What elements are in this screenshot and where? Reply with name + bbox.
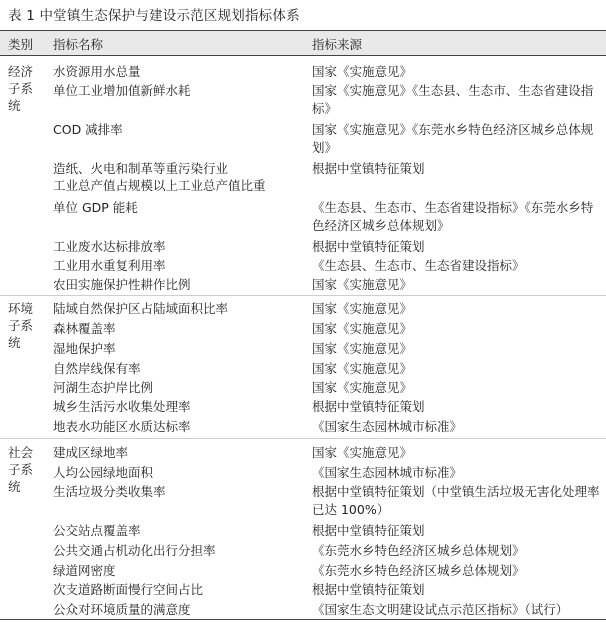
indicator-source: 国家《实施意见》 [312, 301, 413, 316]
indicator-source: 国家《实施意见》 [312, 361, 413, 376]
indicator-name: 工业废水达标排放率 [53, 239, 166, 254]
category-label: 社会 子系 统 [8, 445, 34, 494]
indicator-name: 森林覆盖率 [53, 321, 116, 336]
indicator-name: 工业用水重复利用率 [53, 258, 166, 273]
header-name: 指标名称 [53, 37, 104, 52]
indicator-source: 根据中堂镇特征策划 [312, 523, 425, 538]
indicator-source: 《国家生态园林城市标准》 [312, 465, 463, 480]
indicator-name: 次支道路断面慢行空间占比 [53, 582, 204, 597]
table-caption: 表 1 中堂镇生态保护与建设示范区规划指标体系 [8, 8, 300, 24]
indicator-name: 水资源用水总量 [53, 64, 141, 79]
indicator-source: 根据中堂镇特征策划 [312, 582, 425, 597]
indicator-name: 单位工业增加值新鲜水耗 [53, 83, 191, 98]
indicator-name: 生活垃圾分类收集率 [53, 484, 166, 499]
header-category: 类别 [8, 37, 34, 52]
indicator-name: 城乡生活污水收集处理率 [53, 399, 191, 414]
indicator-name: 河湖生态护岸比例 [53, 380, 154, 395]
indicator-name: 人均公园绿地面积 [53, 465, 154, 480]
indicator-source: 《东莞水乡特色经济区城乡总体规划》 [312, 543, 525, 558]
indicator-source: 根据中堂镇特征策划 [312, 399, 425, 414]
indicator-source: 国家《实施意见》《东莞水乡特色经济区城乡总体规划》 [312, 122, 594, 155]
category-label: 环境 子系 统 [8, 301, 34, 350]
indicator-source: 国家《实施意见》 [312, 445, 413, 460]
indicator-name: 公共交通占机动化出行分担率 [53, 543, 216, 558]
indicator-source: 根据中堂镇特征策划（中堂镇生活垃圾无害化处理率已达 100%） [312, 484, 600, 517]
indicator-name: 绿道网密度 [53, 563, 116, 578]
indicator-name: 湿地保护率 [53, 341, 116, 356]
indicator-source: 国家《实施意见》 [312, 277, 413, 292]
group-separator [0, 438, 606, 439]
indicator-name: 公交站点覆盖率 [53, 523, 141, 538]
indicator-name: 自然岸线保有率 [53, 361, 141, 376]
indicator-source: 《国家生态园林城市标准》 [312, 419, 463, 434]
indicator-source: 《生态县、生态市、生态省建设指标》 [312, 258, 525, 273]
header-rule [0, 55, 606, 56]
indicator-name: 造纸、火电和制革等重污染行业 工业总产值占规模以上工业总产值比重 [53, 161, 266, 193]
indicator-source: 国家《实施意见》 [312, 380, 413, 395]
indicator-source: 根据中堂镇特征策划 [312, 239, 425, 254]
bottom-rule [0, 619, 606, 620]
indicator-source: 国家《实施意见》《生态县、生态市、生态省建设指标》 [312, 83, 594, 116]
indicator-name: COD 减排率 [53, 122, 123, 137]
group-separator [0, 295, 606, 296]
indicator-name: 建成区绿地率 [53, 445, 129, 460]
indicator-source: 《国家生态文明建设试点示范区指标》（试行） [312, 602, 569, 617]
header-source: 指标来源 [312, 37, 363, 52]
indicator-source: 国家《实施意见》 [312, 321, 413, 336]
indicator-name: 单位 GDP 能耗 [53, 200, 138, 215]
indicator-source: 《生态县、生态市、生态省建设指标》《东莞水乡特色经济区城乡总体规划》 [312, 200, 594, 233]
category-label: 经济 子系 统 [8, 64, 34, 113]
indicator-source: 根据中堂镇特征策划 [312, 161, 425, 176]
indicator-source: 国家《实施意见》 [312, 341, 413, 356]
indicator-name: 农田实施保护性耕作比例 [53, 277, 191, 292]
indicator-name: 陆域自然保护区占陆域面积比率 [53, 301, 229, 316]
indicator-name: 地表水功能区水质达标率 [53, 419, 191, 434]
indicator-name: 公众对环境质量的满意度 [53, 602, 191, 617]
indicator-source: 国家《实施意见》 [312, 64, 413, 79]
indicator-source: 《东莞水乡特色经济区城乡总体规划》 [312, 563, 525, 578]
